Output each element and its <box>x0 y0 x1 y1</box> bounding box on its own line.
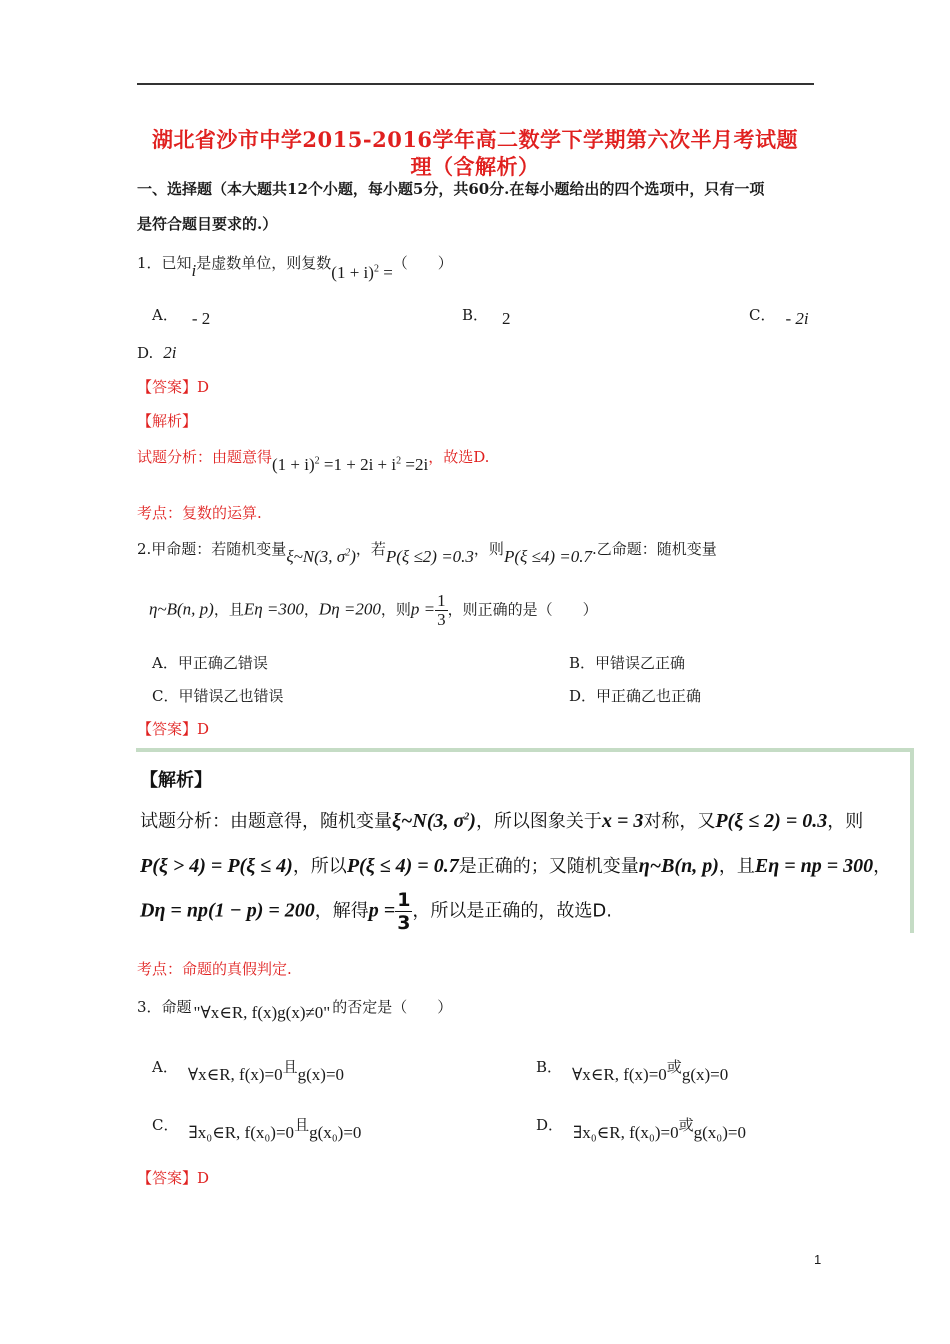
q2-box-l2-m2: P(ξ ≤ 4) = 0.7 <box>346 855 459 877</box>
q1-option-a-value: - 2 <box>191 309 211 328</box>
q2-box-heading: 【解析】 <box>140 770 212 791</box>
q3-stem-text-b: 的否定是（ ） <box>332 998 453 1016</box>
q2-box-l1-c: 对称，又 <box>643 811 716 832</box>
q1-stem-i: i <box>191 261 197 280</box>
q1-option-b-value: 2 <box>502 309 511 328</box>
q3-option-d-label: D． <box>536 1116 564 1134</box>
q2-box-l2-m3: η~B(n, p) <box>638 855 719 877</box>
q3-option-d-math1: ∃x₀∈R, f(x₀)=0 <box>573 1123 679 1142</box>
q2-box-l1-m1-exp: 2 <box>464 811 470 823</box>
q2-option-b: B．甲错误乙正确 <box>569 654 686 672</box>
q2-line2-math2: Eη =300 <box>243 599 304 619</box>
q2-line2-sep: ， <box>303 600 319 619</box>
q1-stem-paren: （ ） <box>392 254 453 272</box>
q2-box-l1-b: ，所以图象关于 <box>475 811 602 832</box>
q2-analysis-image <box>136 748 914 933</box>
page-title-line1: 湖北省沙市中学2015-2016学年高二数学下学期第六次半月考试题 <box>151 127 799 152</box>
q2-box-l1-m2: x = 3 <box>601 810 644 832</box>
q1-stem-text-b: 是虚数单位，则复数 <box>196 254 332 272</box>
q1-analysis-exp1: 2 <box>314 455 320 467</box>
q2-box-l1-m1 <box>392 810 476 832</box>
q2-box-fraction-denominator: 3 <box>397 912 411 934</box>
q2-stem-line2 <box>149 592 598 629</box>
q1-stem <box>137 252 453 282</box>
q2-stem-math1-end: ) <box>350 547 356 566</box>
q2-box-line2 <box>140 852 891 878</box>
q1-option-d-value: 2i <box>163 343 177 362</box>
q2-box-line1 <box>140 807 863 833</box>
q2-stem-math2: P(ξ ≤2) =0.3 <box>385 547 474 566</box>
q1-analysis-suffix: ，故选D. <box>428 448 490 466</box>
q2-stem-math1-exp: 2 <box>345 547 351 559</box>
q3-option-c-label: C． <box>152 1116 179 1134</box>
q3-option-a-math2: g(x)=0 <box>297 1065 345 1084</box>
q3-option-c-math1: ∃x₀∈R, f(x₀)=0 <box>188 1123 295 1142</box>
q2-stem-text-d: .乙命题：随机变量 <box>591 540 717 558</box>
q2-stem-math1 <box>286 547 356 566</box>
q2-box-l2-c: ，且 <box>718 856 755 877</box>
q2-box-l2-a: ，所以 <box>292 856 347 877</box>
q2-fraction-numerator: 1 <box>437 591 446 610</box>
q3-option-d-conj: 或 <box>678 1116 694 1134</box>
q2-line2-math3: Dη =200 <box>318 599 381 619</box>
q1-stem-expr-eq: = <box>378 263 393 282</box>
q2-box-l1-d: ，则 <box>827 811 864 832</box>
q3-option-d <box>536 1114 746 1142</box>
q3-option-b <box>536 1056 729 1084</box>
q2-box-l1-m1-end: ) <box>469 810 476 832</box>
q1-analysis <box>137 446 490 474</box>
q2-stem-line1 <box>137 538 717 566</box>
q1-option-c-label: C． <box>749 306 776 324</box>
q1-analysis-label: 【解析】 <box>137 412 198 430</box>
q2-option-c: C．甲错误乙也错误 <box>152 687 284 705</box>
q3-option-d-math2: g(x₀)=0 <box>693 1123 746 1142</box>
q3-option-a-conj: 且 <box>282 1058 298 1076</box>
q3-option-c-conj: 且 <box>294 1116 310 1134</box>
q1-stem-expr-exp: 2 <box>373 263 379 275</box>
q3-option-b-math2: g(x)=0 <box>681 1065 729 1084</box>
q1-option-b <box>462 304 511 328</box>
q2-box-l3-b: ，所以是正确的，故选D. <box>412 900 613 922</box>
header-rule <box>137 83 814 85</box>
q2-fraction-denominator: 3 <box>437 610 446 629</box>
q3-option-a <box>152 1056 345 1084</box>
q3-option-c <box>152 1114 362 1142</box>
q2-stem-text-b: ，若 <box>355 540 386 558</box>
q2-box-l2-m1: P(ξ > 4) = P(ξ ≤ 4) <box>140 855 293 877</box>
q2-kaodian: 考点：命题的真假判定. <box>137 960 292 978</box>
q2-box-l1-m1-base: ξ~N(3, σ <box>392 810 465 832</box>
q1-option-a <box>152 304 211 328</box>
q2-stem-math1-base: ξ~N(3, σ <box>286 547 346 566</box>
q1-analysis-math-c: =2i <box>401 455 429 474</box>
q1-stem-text-a: 1．已知 <box>137 254 192 272</box>
q1-option-d-label: D. <box>137 344 154 362</box>
page-number: 1 <box>814 1252 822 1267</box>
q2-stem-text-c: ，则 <box>473 540 504 558</box>
q1-kaodian: 考点：复数的运算. <box>137 504 262 522</box>
q1-option-c-value: - 2i <box>785 309 809 328</box>
q2-line2-math4: p = <box>410 599 436 619</box>
q1-stem-expr-base: (1 + i) <box>331 263 374 282</box>
q1-analysis-math-b: =1 + 2i + i <box>319 455 397 474</box>
q1-analysis-math-a: (1 + i) <box>272 455 315 474</box>
q3-answer: 【答案】D <box>137 1169 210 1187</box>
q2-stem-math3: P(ξ ≤4) =0.7 <box>503 547 592 566</box>
q2-box-l3-m1: Dη = np(1 − p) = 200 <box>140 899 315 922</box>
q2-option-a: A．甲正确乙错误 <box>152 654 268 672</box>
q3-option-a-label: A． <box>152 1058 178 1076</box>
section-heading-line1: 一、选择题（本大题共12个小题，每小题5分，共60分.在每小题给出的四个选项中，只有一项 <box>137 180 765 198</box>
q2-answer: 【答案】D <box>137 720 210 738</box>
q3-stem-math: "∀x∈R, f(x)g(x)≠0" <box>193 1003 331 1022</box>
q1-answer: 【答案】D <box>137 378 210 396</box>
q2-line2-text-c: ，则正确的是（ ） <box>447 600 598 619</box>
q3-option-b-conj: 或 <box>666 1058 682 1076</box>
q2-line2-math1: η~B(n, p) <box>149 599 214 619</box>
q2-line2-text-b: ，则 <box>380 600 411 619</box>
q1-option-a-label: A． <box>152 306 178 324</box>
q3-option-b-math1: ∀x∈R, f(x)=0 <box>572 1065 667 1084</box>
q1-analysis-prefix: 试题分析：由题意得 <box>137 448 273 466</box>
q2-box-l2-d: ， <box>873 856 892 877</box>
q2-line2-text-a: ，且 <box>213 600 244 619</box>
q3-option-a-math1: ∀x∈R, f(x)=0 <box>187 1065 283 1084</box>
q1-option-c <box>749 304 809 328</box>
q1-option-b-label: B． <box>462 306 489 324</box>
q1-analysis-math <box>272 455 428 474</box>
q1-analysis-exp2: 2 <box>396 455 402 467</box>
q2-box-l3-a: ，解得 <box>314 900 369 922</box>
q2-stem-text-a: 2.甲命题：若随机变量 <box>137 540 287 558</box>
section-heading-line2: 是符合题目要求的.） <box>137 215 278 233</box>
q2-box-line3 <box>140 889 612 934</box>
q2-box-l3-m2: p = <box>368 899 396 922</box>
q3-option-b-label: B． <box>536 1058 563 1076</box>
q2-box-l1-a: 试题分析：由题意得，随机变量 <box>140 811 392 832</box>
q3-option-c-math2: g(x₀)=0 <box>309 1123 362 1142</box>
q2-line2-fraction <box>435 592 448 629</box>
q2-box-l2-m4: Eη = np = 300 <box>754 855 874 877</box>
q2-option-d: D．甲正确乙也正确 <box>569 687 702 705</box>
page-title-line2: 理（含解析） <box>410 154 540 179</box>
q1-stem-expr <box>331 263 392 282</box>
q2-box-fraction <box>395 889 412 934</box>
q2-box-fraction-numerator: 1 <box>397 889 411 911</box>
q3-stem <box>137 996 453 1022</box>
q3-stem-text-a: 3．命题 <box>137 998 192 1016</box>
q2-box-l2-b: 是正确的；又随机变量 <box>458 856 639 877</box>
q2-box-l1-m3: P(ξ ≤ 2) = 0.3 <box>715 810 828 832</box>
q1-option-d <box>137 343 177 363</box>
